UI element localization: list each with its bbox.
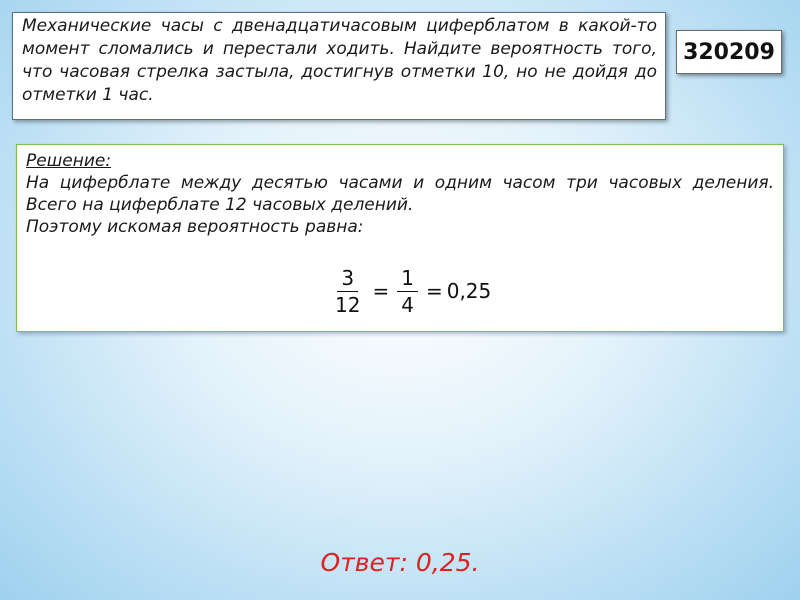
fraction-numerator: 3	[337, 266, 358, 292]
probability-formula	[327, 263, 491, 319]
fraction-one-quarter	[397, 266, 418, 317]
fraction-denominator: 4	[401, 292, 414, 317]
fraction-denominator: 12	[335, 292, 361, 317]
task-number-badge: 320209	[676, 30, 782, 74]
formula-result: 0,25	[446, 279, 492, 303]
solution-box	[16, 144, 784, 332]
fraction-numerator: 1	[397, 266, 418, 292]
problem-statement-box	[12, 12, 666, 120]
solution-heading: Решение:	[26, 151, 112, 171]
equals-sign: =	[425, 279, 443, 303]
fraction-three-twelfths	[331, 266, 364, 317]
solution-conclusion: Поэтому искомая вероятность равна:	[26, 217, 364, 237]
equals-sign: =	[372, 279, 390, 303]
solution-explanation: На циферблате между десятью часами и одним часом три часовых деления. Всего на циферблате 12 часовых делений.	[26, 173, 774, 215]
problem-text: Механические часы с двенадцатичасовым циферблатом в какой-то момент сломались и перестали ходить. Найдите вероятность того, что часовая стрелка застыла, достигнув отметки 10, но не дойдя до отметки 1 час.	[22, 16, 657, 105]
answer-text: Ответ: 0,25.	[320, 548, 480, 577]
